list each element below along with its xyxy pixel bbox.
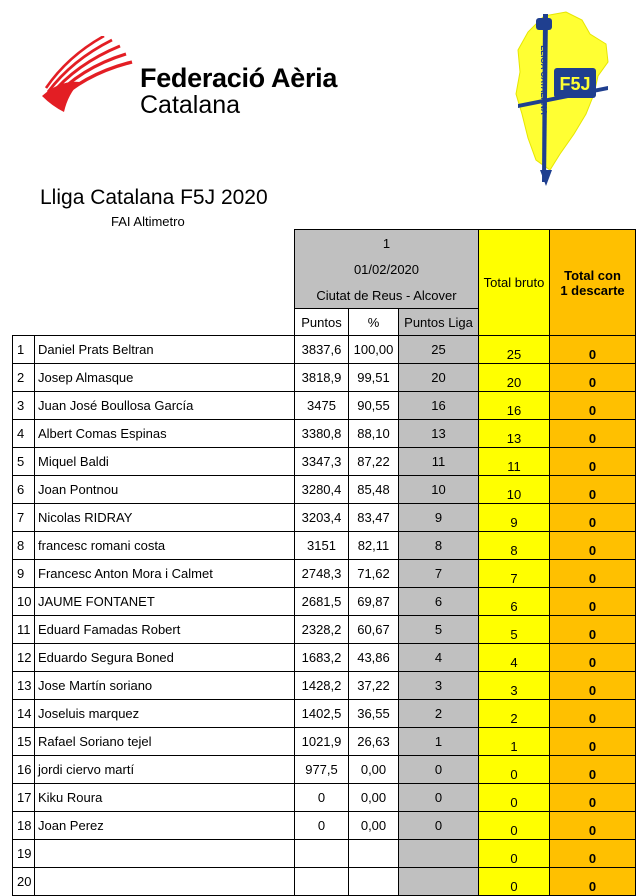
- puntos-liga-value: 10: [399, 476, 479, 504]
- puntos-liga-value: 6: [399, 588, 479, 616]
- total-bruto-value: 3: [479, 672, 550, 700]
- puntos-value: [295, 840, 349, 868]
- pilot-name: Joan Perez: [35, 812, 295, 840]
- total-bruto-value: 2: [479, 700, 550, 728]
- total-descarte-value: 0: [550, 840, 636, 868]
- puntos-liga-value: 0: [399, 812, 479, 840]
- total-descarte-value: 0: [550, 868, 636, 896]
- total-descarte-value: 0: [550, 476, 636, 504]
- puntos-value: 3347,3: [295, 448, 349, 476]
- rank-position: 3: [13, 392, 35, 420]
- total-bruto-value: 25: [479, 336, 550, 364]
- col-header-puntos-liga: Puntos Liga: [399, 309, 479, 336]
- rank-position: 9: [13, 560, 35, 588]
- total-bruto-value: 0: [479, 812, 550, 840]
- percent-value: 71,62: [349, 560, 399, 588]
- total-descarte-value: 0: [550, 336, 636, 364]
- total-bruto-value: 1: [479, 728, 550, 756]
- table-row: [13, 336, 636, 364]
- puntos-liga-value: 13: [399, 420, 479, 448]
- pilot-name: Eduardo Segura Boned: [35, 644, 295, 672]
- table-row: [13, 364, 636, 392]
- puntos-liga-value: 4: [399, 644, 479, 672]
- puntos-value: 2681,5: [295, 588, 349, 616]
- puntos-liga-value: 16: [399, 392, 479, 420]
- total-bruto-value: 11: [479, 448, 550, 476]
- puntos-liga-value: 1: [399, 728, 479, 756]
- table-row: [13, 756, 636, 784]
- federation-name-line2: Catalana: [140, 91, 241, 119]
- percent-value: [349, 868, 399, 896]
- table-row: [13, 616, 636, 644]
- puntos-liga-value: 5: [399, 616, 479, 644]
- federation-name-line1: Federació Aèria: [140, 63, 338, 93]
- pilot-name: Miquel Baldi: [35, 448, 295, 476]
- rank-position: 20: [13, 868, 35, 896]
- rank-position: 18: [13, 812, 35, 840]
- rank-position: 19: [13, 840, 35, 868]
- puntos-liga-value: 11: [399, 448, 479, 476]
- percent-value: 69,87: [349, 588, 399, 616]
- percent-value: 43,86: [349, 644, 399, 672]
- rank-position: 6: [13, 476, 35, 504]
- percent-value: 100,00: [349, 336, 399, 364]
- total-bruto-value: 13: [479, 420, 550, 448]
- rank-position: 15: [13, 728, 35, 756]
- puntos-liga-value: 0: [399, 756, 479, 784]
- pilot-name: [35, 868, 295, 896]
- f5j-badge-text: F5J: [559, 74, 591, 94]
- event-date: 01/02/2020: [295, 256, 479, 282]
- puntos-liga-value: [399, 868, 479, 896]
- puntos-liga-value: 2: [399, 700, 479, 728]
- federation-swoosh-icon: [40, 36, 140, 118]
- percent-value: 37,22: [349, 672, 399, 700]
- pilot-name: francesc romani costa: [35, 532, 295, 560]
- percent-value: 99,51: [349, 364, 399, 392]
- rank-position: 14: [13, 700, 35, 728]
- table-row: [13, 448, 636, 476]
- table-row: [13, 504, 636, 532]
- percent-value: 88,10: [349, 420, 399, 448]
- pilot-name: jordi ciervo martí: [35, 756, 295, 784]
- col-header-percent: %: [349, 309, 399, 336]
- pilot-name: Albert Comas Espinas: [35, 420, 295, 448]
- pilot-name: Jose Martín soriano: [35, 672, 295, 700]
- table-row: [13, 644, 636, 672]
- total-descarte-value: 0: [550, 392, 636, 420]
- table-row: [13, 868, 636, 896]
- total-bruto-value: 4: [479, 644, 550, 672]
- total-descarte-value: 0: [550, 588, 636, 616]
- percent-value: 90,55: [349, 392, 399, 420]
- pilot-name: Joseluis marquez: [35, 700, 295, 728]
- percent-value: 83,47: [349, 504, 399, 532]
- total-descarte-value: 0: [550, 420, 636, 448]
- puntos-liga-value: 0: [399, 784, 479, 812]
- percent-value: 87,22: [349, 448, 399, 476]
- rank-position: 13: [13, 672, 35, 700]
- pilot-name: Daniel Prats Beltran: [35, 336, 295, 364]
- puntos-value: 3280,4: [295, 476, 349, 504]
- total-descarte-value: 0: [550, 560, 636, 588]
- rank-position: 5: [13, 448, 35, 476]
- puntos-value: 3203,4: [295, 504, 349, 532]
- pilot-name: Eduard Famadas Robert: [35, 616, 295, 644]
- pilot-name: Nicolas RIDRAY: [35, 504, 295, 532]
- total-descarte-value: 0: [550, 644, 636, 672]
- total-bruto-header: Total bruto: [479, 230, 550, 336]
- total-descarte-value: 0: [550, 504, 636, 532]
- table-row: [13, 420, 636, 448]
- rank-position: 2: [13, 364, 35, 392]
- total-descarte-value: 0: [550, 672, 636, 700]
- table-row: [13, 784, 636, 812]
- rank-position: 11: [13, 616, 35, 644]
- percent-value: 0,00: [349, 812, 399, 840]
- pilot-name: Joan Pontnou: [35, 476, 295, 504]
- puntos-liga-value: [399, 840, 479, 868]
- total-descarte-value: 0: [550, 364, 636, 392]
- total-bruto-value: 7: [479, 560, 550, 588]
- total-bruto-value: 8: [479, 532, 550, 560]
- puntos-liga-value: 7: [399, 560, 479, 588]
- federation-logo: [40, 36, 350, 118]
- league-logo: [510, 10, 614, 188]
- puntos-liga-value: 3: [399, 672, 479, 700]
- col-header-puntos: Puntos: [295, 309, 349, 336]
- puntos-value: [295, 868, 349, 896]
- table-row: [13, 700, 636, 728]
- total-descarte-header-line1: Total con: [564, 267, 621, 283]
- puntos-value: 3475: [295, 392, 349, 420]
- total-bruto-value: 0: [479, 868, 550, 896]
- event-place: Ciutat de Reus - Alcover: [295, 282, 479, 309]
- total-descarte-value: 0: [550, 616, 636, 644]
- puntos-value: 977,5: [295, 756, 349, 784]
- percent-value: 60,67: [349, 616, 399, 644]
- puntos-liga-value: 25: [399, 336, 479, 364]
- table-row: [13, 560, 636, 588]
- total-descarte-header: [550, 230, 636, 336]
- total-bruto-value: 5: [479, 616, 550, 644]
- total-descarte-value: 0: [550, 448, 636, 476]
- total-bruto-value: 6: [479, 588, 550, 616]
- percent-value: [349, 840, 399, 868]
- puntos-value: 1683,2: [295, 644, 349, 672]
- puntos-value: 0: [295, 812, 349, 840]
- total-descarte-value: 0: [550, 532, 636, 560]
- puntos-value: 1402,5: [295, 700, 349, 728]
- percent-value: 85,48: [349, 476, 399, 504]
- page-subtitle: FAI Altimetro: [111, 214, 185, 229]
- puntos-value: 1021,9: [295, 728, 349, 756]
- total-descarte-header-line2: 1 descarte: [560, 282, 625, 298]
- rank-position: 16: [13, 756, 35, 784]
- total-bruto-value: 0: [479, 840, 550, 868]
- pilot-name: [35, 840, 295, 868]
- pilot-name: Josep Almasque: [35, 364, 295, 392]
- total-bruto-value: 16: [479, 392, 550, 420]
- table-row: [13, 532, 636, 560]
- percent-value: 82,11: [349, 532, 399, 560]
- rank-position: 10: [13, 588, 35, 616]
- puntos-value: 3818,9: [295, 364, 349, 392]
- rank-position: 7: [13, 504, 35, 532]
- league-logo-text: LLIGA CATALANA: [539, 45, 548, 115]
- table-row: [13, 812, 636, 840]
- pilot-name: Rafael Soriano tejel: [35, 728, 295, 756]
- puntos-value: 3380,8: [295, 420, 349, 448]
- pilot-name: Kiku Roura: [35, 784, 295, 812]
- table-row: [13, 476, 636, 504]
- pilot-name: Francesc Anton Mora i Calmet: [35, 560, 295, 588]
- total-bruto-value: 10: [479, 476, 550, 504]
- table-row: [13, 672, 636, 700]
- rank-position: 17: [13, 784, 35, 812]
- total-bruto-value: 0: [479, 784, 550, 812]
- header-row-event-number: [13, 230, 636, 257]
- puntos-liga-value: 9: [399, 504, 479, 532]
- table-row: [13, 588, 636, 616]
- puntos-value: 3837,6: [295, 336, 349, 364]
- page-title: Lliga Catalana F5J 2020: [40, 186, 268, 209]
- total-descarte-value: 0: [550, 728, 636, 756]
- event-number: 1: [295, 230, 479, 257]
- puntos-value: 3151: [295, 532, 349, 560]
- table-row: [13, 728, 636, 756]
- total-bruto-value: 9: [479, 504, 550, 532]
- puntos-liga-value: 20: [399, 364, 479, 392]
- pilot-name: JAUME FONTANET: [35, 588, 295, 616]
- puntos-value: 0: [295, 784, 349, 812]
- puntos-value: 1428,2: [295, 672, 349, 700]
- rank-position: 12: [13, 644, 35, 672]
- rank-position: 8: [13, 532, 35, 560]
- percent-value: 0,00: [349, 756, 399, 784]
- ranking-table: [12, 229, 636, 896]
- total-descarte-value: 0: [550, 812, 636, 840]
- rank-position: 4: [13, 420, 35, 448]
- total-bruto-value: 20: [479, 364, 550, 392]
- total-descarte-value: 0: [550, 784, 636, 812]
- rank-position: 1: [13, 336, 35, 364]
- puntos-value: 2328,2: [295, 616, 349, 644]
- table-row: [13, 840, 636, 868]
- total-descarte-value: 0: [550, 756, 636, 784]
- total-descarte-value: 0: [550, 700, 636, 728]
- total-bruto-value: 0: [479, 756, 550, 784]
- table-row: [13, 392, 636, 420]
- pilot-name: Juan José Boullosa García: [35, 392, 295, 420]
- percent-value: 0,00: [349, 784, 399, 812]
- percent-value: 36,55: [349, 700, 399, 728]
- puntos-value: 2748,3: [295, 560, 349, 588]
- percent-value: 26,63: [349, 728, 399, 756]
- puntos-liga-value: 8: [399, 532, 479, 560]
